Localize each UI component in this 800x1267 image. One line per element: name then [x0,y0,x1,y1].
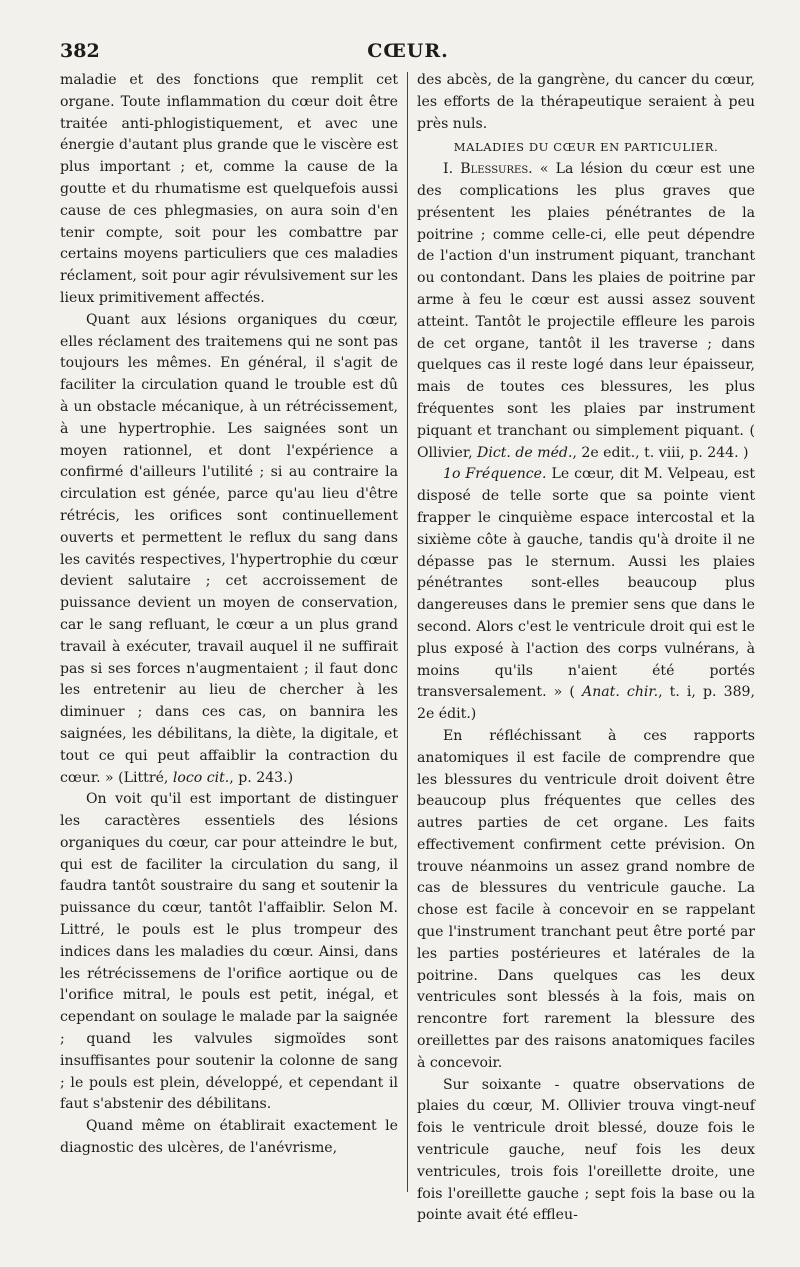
citation-tail: , 2e edit., t. viii, p. 244. ) [572,444,749,461]
citation-tail: , p. 243.) [229,769,294,786]
paragraph [417,464,755,726]
citation: loco cit. [172,769,230,786]
paragraph: maladie et des fonctions que remplit cet organe. Toute inflammation du cœur doit être traitée anti-phlogistiquement, et avec une énergie d'autant plus grande que le viscère est plus important ; et, comme la cause de la goutte et du rhumatisme est quelquefois aussi cause de ces phlegmasies, on aura soin d'en tenir compte, soit pour les combattre par certains moyens particuliers que ces maladies réclament, soit pour agir révulsivement sur les lieux primitivement affectés. [60,72,398,306]
paragraph-text: « La lésion du cœur est une des complications les plus graves que présentent les plaies pénétrantes de la poitrine ; comme celle-ci, elle peut dépendre de l'action d'un instrument piquant, tranchant ou contondant. Dans les plaies de poitrine par arme à feu le cœur est aussi assez souvent atteint. Tantôt le projectile effleure les parois de cet organe, tantôt il les traverse ; dans quelques cas il reste logé dans leur épaisseur, mais de toutes ces blessures, les plus fréquentes sont les plaies par instrument piquant et tranchant ou simplement piquant. ( Ollivier, [417,161,755,461]
paragraph: Quand même on établirait exactement le diagnostic des ulcères, de l'anévrisme, [60,1118,398,1157]
paragraph: des abcès, de la gangrène, du cancer du cœur, les efforts de la thérapeutique seraient à peu près nuls. [417,72,755,132]
paragraph [417,159,755,464]
left-column [60,70,407,1227]
paragraph-text: Quant aux lésions organiques du cœur, elles réclament des traitemens qui ne sont pas toujours les mêmes. En général, il s'agit de faciliter la circulation quand le trouble est dû à un obstacle mécanique, à un rétrécissement, à une hypertrophie. Les saignées sont un moyen rationnel, et dont l'expérience a confirmé d'ailleurs l'utilité ; si au contraire la circulation est génée, parce qu'au lieu d'être rétrécis, les orifices sont continuellement ouverts et permettent le reflux du sang dans les cavités respectives, l'hypertrophie du cœur devient salutaire ; cet accroissement de puissance devient un moyen de conservation, car le sang refluant, le cœur a un plus grand travail à exécuter, travail auquel il ne suffirait pas si ses forces n'augmentaient ; il faut donc les entretenir au lieu de chercher à les diminuer ; dans ces cas, on bannira les saignées, les débilitans, la diète, la digitale, et tout ce qui peut affaiblir la contraction du cœur. » (Littré, [60,311,398,786]
subsection-label: I. Blessures. [443,161,533,178]
running-title: CŒUR. [367,40,449,62]
paragraph [60,310,398,790]
section-heading: MALADIES DU CŒUR EN PARTICULIER. [453,140,719,155]
page-number: 382 [60,40,100,62]
paragraph: On voit qu'il est important de distinguer les caractères essentiels des lésions organiques du cœur, car pour atteindre le but, qui est de faciliter la circulation du sang, il faudra tantôt soustraire du sang et soutenir la puissance du cœur, tantôt l'affaiblir. Selon M. Littré, le pouls est le plus trompeur des indices dans les maladies du cœur. Ainsi, dans les rétrécissemens de l'orifice aortique ou de l'orifice mitral, le pouls est petit, inégal, et cependant on soulage le malade par la saignée ; quand les valvules sigmoïdes sont insuffisantes pour soutenir la colonne de sang ; le pouls est plein, développé, et cependant il faut s'abstenir des débilitans. [60,791,398,1113]
paragraph: En réfléchissant à ces rapports anatomiques il est facile de comprendre que les blessures du ventricule droit doivent être beaucoup plus fréquentes que celles des autres parties de cet organe. Les faits effectivement confirment cette prévision. On trouve néanmoins un assez grand nombre de cas de blessures du ventricule gauche. La chose est facile à concevoir en se rappelant que l'instrument tranchant peut être porté par les parties postérieures et latérales de la poitrine. Dans quelques cas les deux ventricules sont blessés à la fois, mais on rencontre fort rarement la blessure des oreillettes par des raisons anatomiques faciles à concevoir. [417,727,755,1071]
text-columns [60,70,756,1227]
paragraph-text: Le cœur, dit M. Velpeau, est disposé de telle sorte que sa pointe vient frapper le cinquième espace intercostal et la sixième côte à gauche, tandis qu'à droite il ne dépasse pas le sternum. Aussi les plaies pénétrantes sont-elles beaucoup plus dangereuses dans le premier sens que dans le second. Alors c'est le ventricule droit qui est le plus exposé à l'action des corps vulnérans, à moins qu'ils n'aient été portés transversalement. » ( [417,466,755,701]
subsection-label: 1o Fréquence. [443,466,547,483]
citation-tail: , t. i, p. 389, 2e édit.) [417,684,755,723]
citation: Anat. chir. [582,684,659,701]
right-column [408,70,755,1227]
paragraph: Sur soixante - quatre observations de plaies du cœur, M. Ollivier trouva vingt-neuf fois le ventricule droit blessé, douze fois le ventricule gauche, neuf fois les deux ventricules, trois fois l'oreillette droite, une fois l'oreillette gauche ; sept fois la base ou la pointe avait été effleu- [417,1076,755,1224]
citation: Dict. de méd. [477,444,573,461]
page-header [60,40,756,70]
